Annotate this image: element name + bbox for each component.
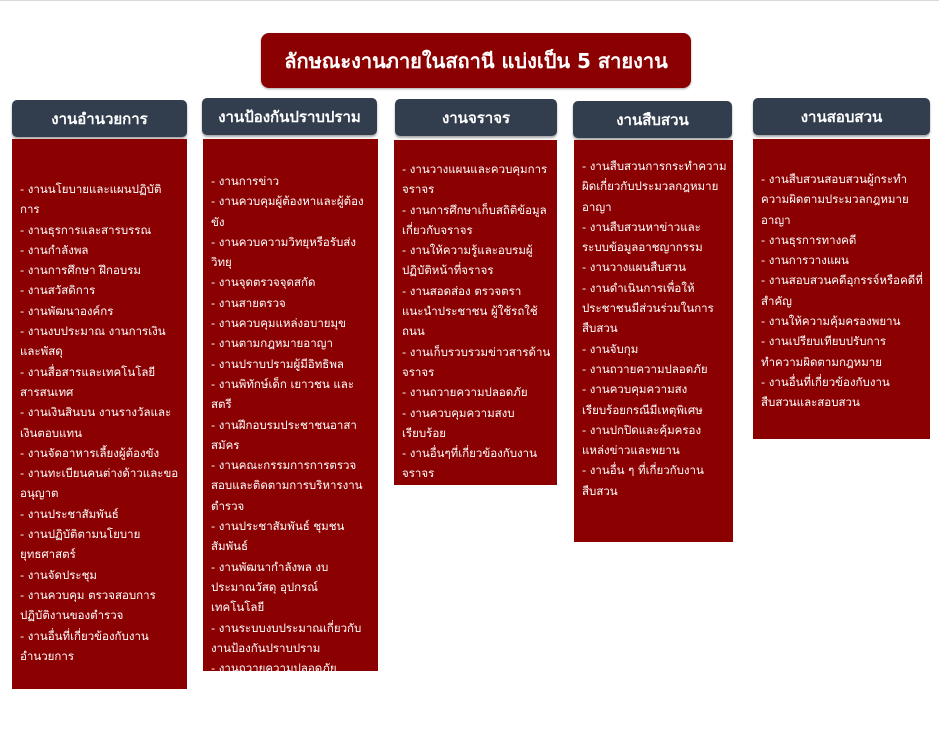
- task-item: - งานควบคุมความสงเรียบร้อยกรณีมีเหตุพิเศษ: [582, 382, 703, 417]
- column-header-label: งานสอบสวน: [800, 107, 883, 126]
- task-item: - งานควบคุมความสงบเรียบร้อย: [402, 405, 515, 440]
- task-item: - งานสืบสวนหาข่าวและระบบข้อมูลอาชญากรรม: [582, 219, 703, 255]
- task-item: - งานทะเบียนคนต่างด้าวและขออนุญาต: [20, 466, 179, 501]
- task-item: - งานสืบสวนการกระทำความผิดเกี่ยวกับประมวลกฎหมายอาญา: [582, 159, 727, 214]
- task-item: - งานการวางแผน: [761, 253, 849, 268]
- column-header-label: งานอำนวยการ: [51, 109, 148, 128]
- task-item: - งานถวายความปลอดภัย: [582, 361, 708, 376]
- diagram-title-box: [261, 33, 691, 88]
- task-item: - งานเก็บรวบรวมข่าวสารด้านจราจร: [402, 344, 551, 379]
- task-item: - งานวางแผนและควบคุมการจราจร: [402, 162, 548, 197]
- task-item: - งานการข่าว: [211, 174, 280, 188]
- task-item: - งานประชาสัมพันธ์: [20, 506, 119, 521]
- task-item: - งานตามกฎหมายอาญา: [211, 336, 333, 351]
- task-item: - งานระบบงบประมาณเกี่ยวกับงานป้องกันปราบปราม: [211, 620, 362, 655]
- column-header-administration: [12, 100, 187, 137]
- task-item: - งานสืบสวนสอบสวนผู้กระทำความผิดตามประมวลกฎหมายอาญา: [761, 172, 909, 227]
- task-item: - งานควบคุมความสงบเรียบร้อย: [211, 681, 368, 696]
- task-list: [582, 156, 727, 501]
- task-item: - งานถวายความปลอดภัย: [211, 661, 337, 676]
- task-item: - งานให้ความรู้และอบรมผู้ปฏิบัติหน้าที่จราจร: [402, 243, 533, 278]
- column-body-traffic: [394, 140, 557, 485]
- task-list: [761, 169, 924, 413]
- task-item: - งานสอดส่อง ตรวจตราแนะนำประชาชน ผู้ใช้รถใช้ถนน: [402, 283, 538, 339]
- task-item: - งานให้ความคุ้มครองพยาน: [761, 314, 901, 329]
- column-body-administration: [12, 139, 187, 689]
- diagram-title: ลักษณะงานภายในสถานี แบ่งเป็น 5 สายงาน: [284, 48, 668, 73]
- task-item: - งานจุดตรวจจุดสกัด: [211, 275, 316, 290]
- task-list: [211, 171, 372, 739]
- task-item: - งานปฏิบัติตามนโยบายยุทธศาสตร์: [20, 527, 141, 562]
- task-item: - งานดำเนินการเพื่อให้ประชาชนมีส่วนร่วมในการสืบสวน: [582, 280, 714, 336]
- task-item: - งานจัดอาหารเลี้ยงผู้ต้องขัง: [20, 445, 160, 460]
- column-header-traffic: [395, 99, 557, 136]
- task-item: - งานควบคุมแหล่งอบายมุข: [211, 316, 346, 331]
- column-header-label: งานจราจร: [441, 108, 511, 127]
- task-item: - งานการศึกษา ฝึกอบรม: [20, 263, 141, 278]
- top-divider-line: [0, 0, 939, 1]
- task-item: - งานการศึกษาเก็บสถิติข้อมูลเกี่ยวกับจราจร: [402, 202, 547, 237]
- task-item: - งานเงินสินบน งานรางวัลและเงินตอบแทน: [20, 405, 172, 440]
- task-item: - งานอื่นๆที่เกี่ยวข้องกับงานจราจร: [402, 446, 537, 481]
- task-item: - งานพิทักษ์เด็ก เยาวชน และสตรี: [211, 376, 355, 412]
- task-list: [20, 179, 181, 666]
- task-item: - งานควบคุม ตรวจสอบการปฏิบัติงานของตำรวจ: [20, 587, 156, 623]
- task-item: - งานเปรียบเทียบปรับการทำความผิดตามกฎหมาย: [761, 334, 887, 369]
- column-body-investigation: [574, 140, 733, 542]
- task-item: - งานฝึกอบรมประชาชนอาสาสมัคร: [211, 417, 357, 452]
- column-body-prevention: [203, 139, 378, 737]
- task-item: - งานอื่นที่เกี่ยวกับงานป้องกันปราบปราม: [211, 701, 355, 737]
- task-item: - งานสอบสวนคดีอุกรรจ์หรือคดีที่สำคัญ: [761, 273, 923, 308]
- task-item: - งานนโยบายและแผนปฏิบัติการ: [20, 182, 162, 217]
- task-item: - งานถวายความปลอดภัย: [402, 385, 528, 400]
- task-list: [402, 159, 551, 484]
- column-header-inquiry: [753, 98, 930, 135]
- column-header-label: งานสืบสวน: [616, 110, 689, 129]
- task-item: - งานพัฒนากำลังพล งบประมาณวัสดุ อุปกรณ์ เทคโนโลยี: [211, 559, 329, 615]
- task-item: - งานพัฒนาองค์กร: [20, 303, 114, 318]
- task-item: - งานอื่น ๆ ที่เกี่ยวกับงานสืบสวน: [582, 463, 704, 498]
- task-item: - งานควบคุมผู้ต้องหาและผู้ต้องขัง: [211, 194, 364, 229]
- task-item: - งานสวัสดิการ: [20, 283, 96, 298]
- column-header-prevention: [202, 98, 377, 135]
- task-item: - งานปราบปรามผู้มีอิทธิพล: [211, 356, 344, 371]
- task-item: - งานปกปิดและคุ้มครองแหล่งข่าวและพยาน: [582, 422, 702, 458]
- column-body-inquiry: [753, 139, 930, 439]
- task-item: - งานกำลังพล: [20, 242, 89, 257]
- task-item: - งานประชาสัมพันธ์ ชุมชนสัมพันธ์: [211, 519, 345, 554]
- column-header-investigation: [573, 101, 732, 138]
- task-item: - งานสายตรวจ: [211, 295, 286, 310]
- column-header-label: งานป้องกันปราบปราม: [218, 107, 361, 126]
- task-item: - งานวางแผนสืบสวน: [582, 260, 686, 275]
- task-item: - งานอื่นที่เกี่ยวข้องกับงานอำนวยการ: [20, 628, 149, 663]
- task-item: - งานธุรการและสารบรรณ: [20, 222, 152, 237]
- task-item: - งานงบประมาณ งานการเงินและพัสดุ: [20, 324, 166, 359]
- task-item: - งานจับกุม: [582, 341, 639, 356]
- task-item: - งานอื่นที่เกี่ยวข้องกับงานสืบสวนและสอบสวน: [761, 374, 890, 410]
- task-item: - งานจัดประชุม: [20, 567, 97, 582]
- task-item: - งานสื่อสารและเทคโนโลยีสารสนเทศ: [20, 364, 156, 399]
- task-item: - งานควบความวิทยุหรือรับส่งวิทยุ: [211, 234, 356, 270]
- task-item: - งานคณะกรรมการการตรวจสอบและติดตามการบริหารงานตำรวจ: [211, 458, 363, 513]
- task-item: - งานธุรการทางคดี: [761, 232, 857, 247]
